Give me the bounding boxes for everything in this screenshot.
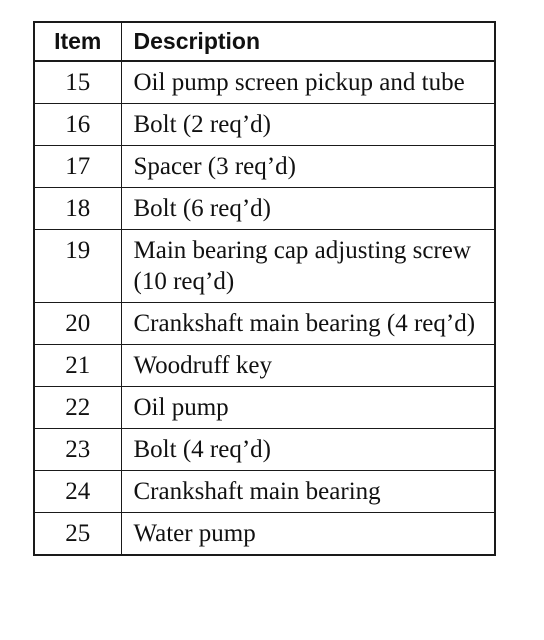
table-row (34, 146, 495, 188)
item-number: 18 (34, 188, 121, 230)
table-row (34, 429, 495, 471)
item-description: Bolt (6 req’d) (121, 188, 495, 230)
item-description: Bolt (2 req’d) (121, 104, 495, 146)
item-description: Woodruff key (121, 345, 495, 387)
item-number: 24 (34, 471, 121, 513)
item-number: 19 (34, 230, 121, 303)
table-row (34, 230, 495, 303)
item-number: 17 (34, 146, 121, 188)
item-description: Crankshaft main bearing (4 req’d) (121, 303, 495, 345)
parts-table (33, 21, 496, 556)
item-number: 20 (34, 303, 121, 345)
item-description: Main bearing cap adjusting screw (10 req’d) (121, 230, 495, 303)
table-row (34, 188, 495, 230)
item-description: Spacer (3 req’d) (121, 146, 495, 188)
item-number: 23 (34, 429, 121, 471)
table-row (34, 513, 495, 556)
table-row (34, 471, 495, 513)
item-number: 15 (34, 61, 121, 104)
table-row (34, 104, 495, 146)
item-description: Oil pump screen pickup and tube (121, 61, 495, 104)
item-description: Bolt (4 req’d) (121, 429, 495, 471)
item-description: Water pump (121, 513, 495, 556)
item-number: 25 (34, 513, 121, 556)
description-column-header: Description (121, 22, 495, 61)
item-number: 22 (34, 387, 121, 429)
item-number: 21 (34, 345, 121, 387)
item-description: Oil pump (121, 387, 495, 429)
header-row (34, 22, 495, 61)
table-header (34, 22, 495, 61)
table-row (34, 303, 495, 345)
item-column-header: Item (34, 22, 121, 61)
table-row (34, 61, 495, 104)
item-number: 16 (34, 104, 121, 146)
table-row (34, 387, 495, 429)
item-description: Crankshaft main bearing (121, 471, 495, 513)
table-body (34, 61, 495, 555)
table-row (34, 345, 495, 387)
